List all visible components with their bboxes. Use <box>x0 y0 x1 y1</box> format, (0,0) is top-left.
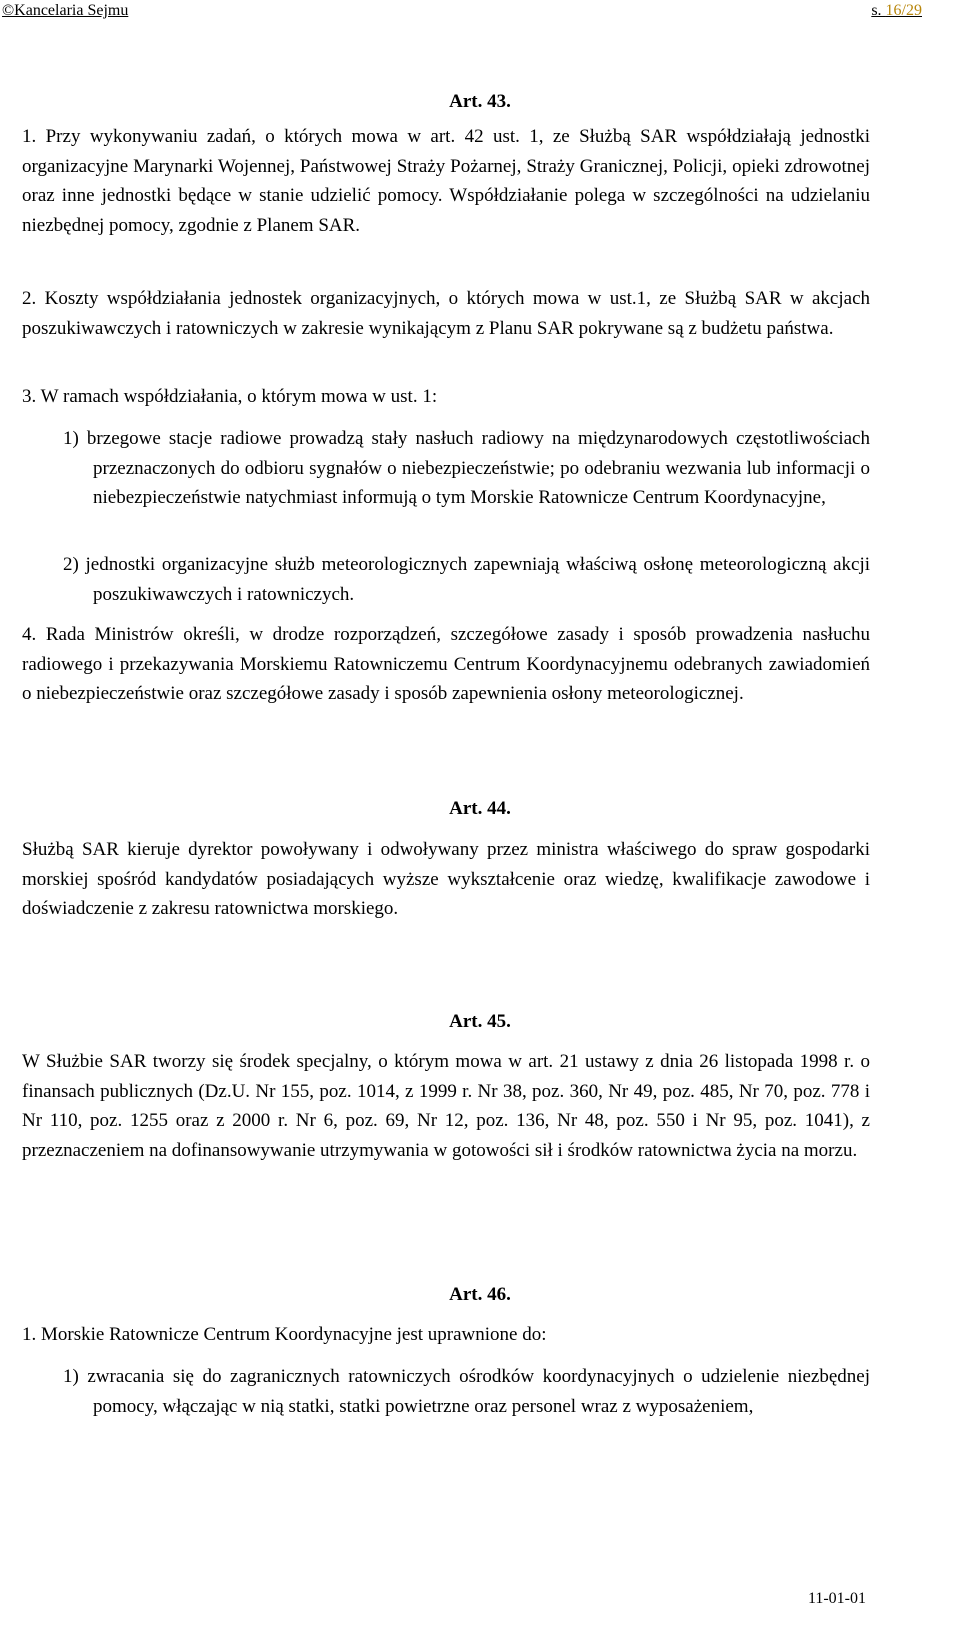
art43-para-4: 4. Rada Ministrów określi, w drodze rozporządzeń, szczegółowe zasady i sposób prowadzenia nasłuchu radiowego i przekazywania Morskiemu Ratowniczemu Centrum Koordynacyjnemu odebranych zawiadomień o niebezpieczeństwie oraz szczegółowe zasady i sposób zapewnienia osłony meteorologicznej. <box>22 624 870 704</box>
page-number-link[interactable]: 16/29 <box>885 2 922 19</box>
publisher-link[interactable]: ©Kancelaria Sejmu <box>2 2 129 19</box>
article-46-title: Art. 46. <box>449 1284 511 1305</box>
art45-para-1: W Służbie SAR tworzy się środek specjalny, o którym mowa w art. 21 ustawy z dnia 26 listopada 1998 r. o finansach publicznych (Dz.U. Nr 155, poz. 1014, z 1999 r. Nr 38, poz. 360, Nr 49, poz. 485, Nr 70, poz. 778 i Nr 110, poz. 1255 oraz z 2000 r. Nr 6, poz. 69, Nr 12, poz. 136, Nr 48, poz. 550 i Nr 95, poz. 1041), z przeznaczeniem na dofinansowywanie utrzymywania w gotowości sił i środków ratownictwa życia na morzu. <box>22 1051 870 1161</box>
page-number <box>871 2 922 20</box>
art43-para-3-item-2: 2) jednostki organizacyjne służb meteorologicznych zapewniają właściwą osłonę meteorologiczną akcji poszukiwawczych i ratowniczych. <box>63 554 870 605</box>
art46-item-1: 1) zwracania się do zagranicznych ratowniczych ośrodków koordynacyjnych o udzielenie niezbędnej pomocy, włączając w nią statki, statki powietrzne oraz personel wraz z wyposażeniem, <box>63 1366 870 1417</box>
article-45-title: Art. 45. <box>449 1011 511 1032</box>
art43-para-1: 1. Przy wykonywaniu zadań, o których mowa w art. 42 ust. 1, ze Służbą SAR współdziałają jednostki organizacyjne Marynarki Wojennej, Państwowej Straży Pożarnej, Straży Granicznej, Policji, opieki zdrowotnej oraz inne jednostki będące w stanie udzielić pomocy. Współdziałanie polega w szczególności na udzielaniu niezbędnej pomocy, zgodnie z Planem SAR. <box>22 126 870 236</box>
art46-para-1: 1. Morskie Ratownicze Centrum Koordynacyjne jest uprawnione do: <box>22 1324 547 1345</box>
page-header <box>0 0 960 22</box>
article-44-title: Art. 44. <box>449 798 511 819</box>
art43-para-3-item-1: 1) brzegowe stacje radiowe prowadzą stały nasłuch radiowy na międzynarodowych częstotliwościach przeznaczonych do odbioru sygnałów o niebezpieczeństwie; po odebraniu wezwania lub informacji o niebezpieczeństwie natychmiast informują o tym Morskie Ratownicze Centrum Koordynacyjne, <box>63 428 870 508</box>
art44-para-1: Służbą SAR kieruje dyrektor powoływany i odwoływany przez ministra właściwego do spraw gospodarki morskiej spośród kandydatów posiadających wyższe wykształcenie oraz wiedzę, kwalifikacje zawodowe i doświadczenie z zakresu ratownictwa morskiego. <box>22 839 870 919</box>
art43-para-2: 2. Koszty współdziałania jednostek organizacyjnych, o których mowa w ust.1, ze Służbą SAR w akcjach poszukiwawczych i ratowniczych w zakresie wynikającym z Planu SAR pokrywane są z budżetu państwa. <box>22 288 870 339</box>
page-prefix: s. <box>871 2 886 19</box>
article-43-title: Art. 43. <box>449 91 511 112</box>
document-code: 11-01-01 <box>807 1590 866 1607</box>
art43-para-3: 3. W ramach współdziałania, o którym mowa w ust. 1: <box>22 386 438 407</box>
